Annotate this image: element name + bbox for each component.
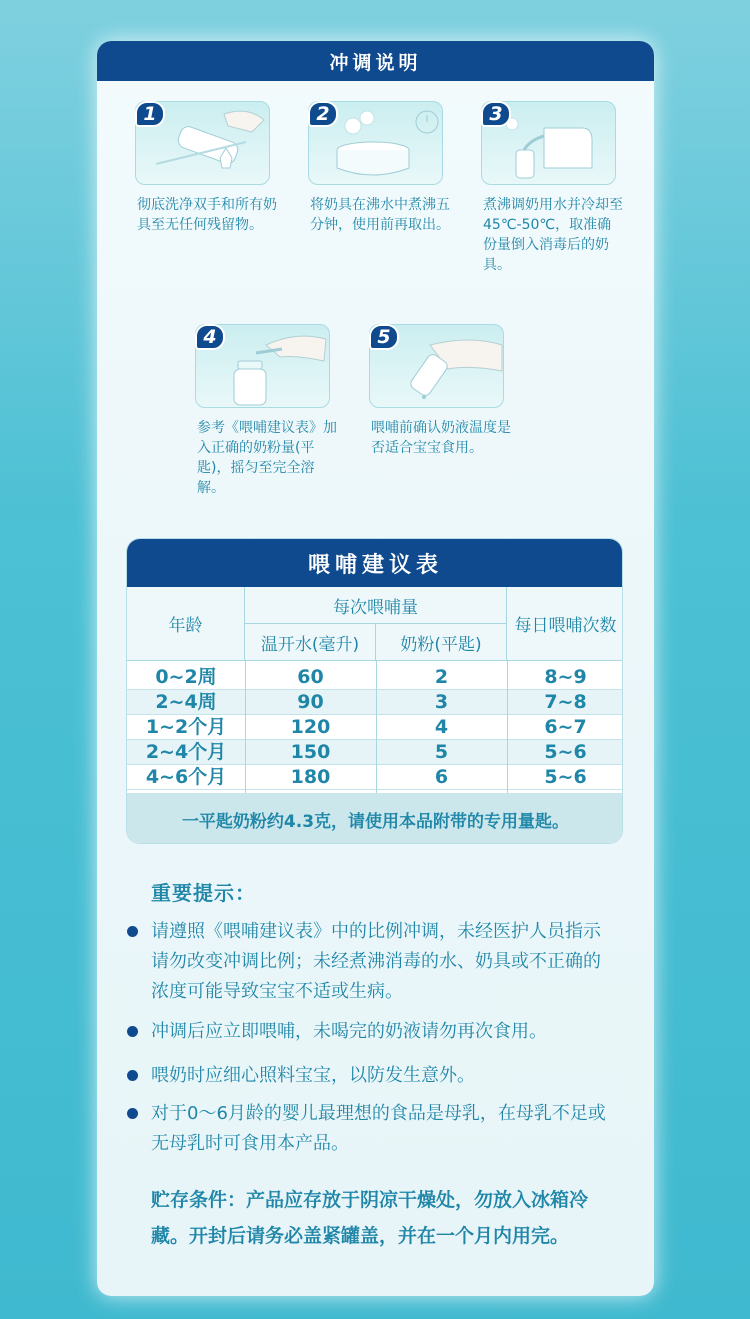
- header-amount: 每次喂哺量: [245, 587, 507, 624]
- step-number-badge: 1: [135, 101, 165, 127]
- cell-powder: 2: [434, 666, 449, 688]
- bullet-icon: [127, 1070, 138, 1081]
- step-number-badge: 4: [195, 324, 225, 350]
- cell-water: 60: [297, 666, 324, 688]
- step-text: 喂哺前确认奶液温度是否适合宝宝食用。: [371, 420, 511, 456]
- instructions-title: 冲调说明: [97, 41, 654, 81]
- feeding-table: [126, 538, 623, 844]
- table-body: [127, 661, 623, 793]
- cell-powder: 6: [434, 766, 449, 788]
- cell-powder: 4: [434, 716, 449, 738]
- cell-daily: 8~9: [544, 666, 587, 688]
- storage-conditions: 贮存条件：产品应存放于阴凉干燥处，勿放入冰箱冷藏。开封后请务必盖紧罐盖，并在一个月内用完。: [151, 1189, 589, 1247]
- cell-daily: 6~7: [544, 716, 587, 738]
- table-row: [127, 715, 623, 740]
- bullet-icon: [127, 1026, 138, 1037]
- step-number-badge: 3: [481, 101, 511, 127]
- instruction-card: [97, 41, 654, 1296]
- step-text: 彻底洗净双手和所有奶具至无任何残留物。: [137, 197, 277, 233]
- cell-age: 2~4周: [155, 691, 217, 713]
- column-divider: [376, 661, 377, 793]
- cell-water: 90: [297, 691, 324, 713]
- column-divider: [507, 661, 508, 793]
- tip-item: [127, 1061, 607, 1093]
- tip-item: [127, 1017, 607, 1049]
- cell-daily: 5~6: [544, 741, 587, 763]
- table-header: [127, 587, 623, 661]
- step-text: 参考《喂哺建议表》加入正确的奶粉量(平匙)，摇匀至完全溶解。: [197, 420, 337, 496]
- bullet-icon: [127, 926, 138, 937]
- cell-powder: 5: [434, 741, 449, 763]
- header-water: 温开水(毫升): [245, 624, 376, 661]
- tip-text: 喂奶时应细心照料宝宝，以防发生意外。: [151, 1065, 475, 1086]
- cell-age: 0~2周: [155, 666, 217, 688]
- tip-text: 冲调后应立即喂哺，未喝完的奶液请勿再次食用。: [151, 1021, 547, 1042]
- cell-water: 120: [290, 716, 331, 738]
- tip-item: [127, 917, 607, 1009]
- cell-daily: 5~6: [544, 766, 587, 788]
- cell-water: 180: [290, 766, 331, 788]
- cell-age: 4~6个月: [145, 766, 227, 788]
- step-number-badge: 5: [369, 324, 399, 350]
- header-powder: 奶粉(平匙): [376, 624, 507, 661]
- header-daily: 每日喂哺次数: [507, 587, 623, 661]
- cell-powder: 3: [434, 691, 449, 713]
- cell-age: 2~4个月: [145, 741, 227, 763]
- cell-daily: 7~8: [544, 691, 587, 713]
- feeding-table-title: 喂哺建议表: [127, 539, 623, 587]
- table-row: [127, 765, 623, 790]
- tip-item: [127, 1099, 607, 1161]
- table-row: [127, 740, 623, 765]
- step-text: 煮沸调奶用水并冷却至45℃-50℃，取准确份量倒入消毒后的奶具。: [483, 197, 623, 273]
- tip-text: 请遵照《喂哺建议表》中的比例冲调，未经医护人员指示请勿改变冲调比例；未经煮沸消毒的水、奶具或不正确的浓度可能导致宝宝不适或生病。: [151, 921, 601, 1002]
- tips-title: 重要提示：: [151, 881, 256, 905]
- header-age: 年龄: [127, 587, 245, 661]
- tip-text: 对于0～6月龄的婴儿最理想的食品是母乳，在母乳不足或无母乳时可食用本产品。: [151, 1103, 606, 1154]
- step-number-badge: 2: [308, 101, 338, 127]
- bullet-icon: [127, 1108, 138, 1119]
- step-text: 将奶具在沸水中煮沸五分钟，使用前再取出。: [310, 197, 450, 233]
- table-row: [127, 665, 623, 690]
- table-row: [127, 690, 623, 715]
- cell-age: 1~2个月: [145, 716, 227, 738]
- column-divider: [245, 661, 246, 793]
- table-footnote: 一平匙奶粉约4.3克，请使用本品附带的专用量匙。: [127, 793, 623, 844]
- cell-water: 150: [290, 741, 331, 763]
